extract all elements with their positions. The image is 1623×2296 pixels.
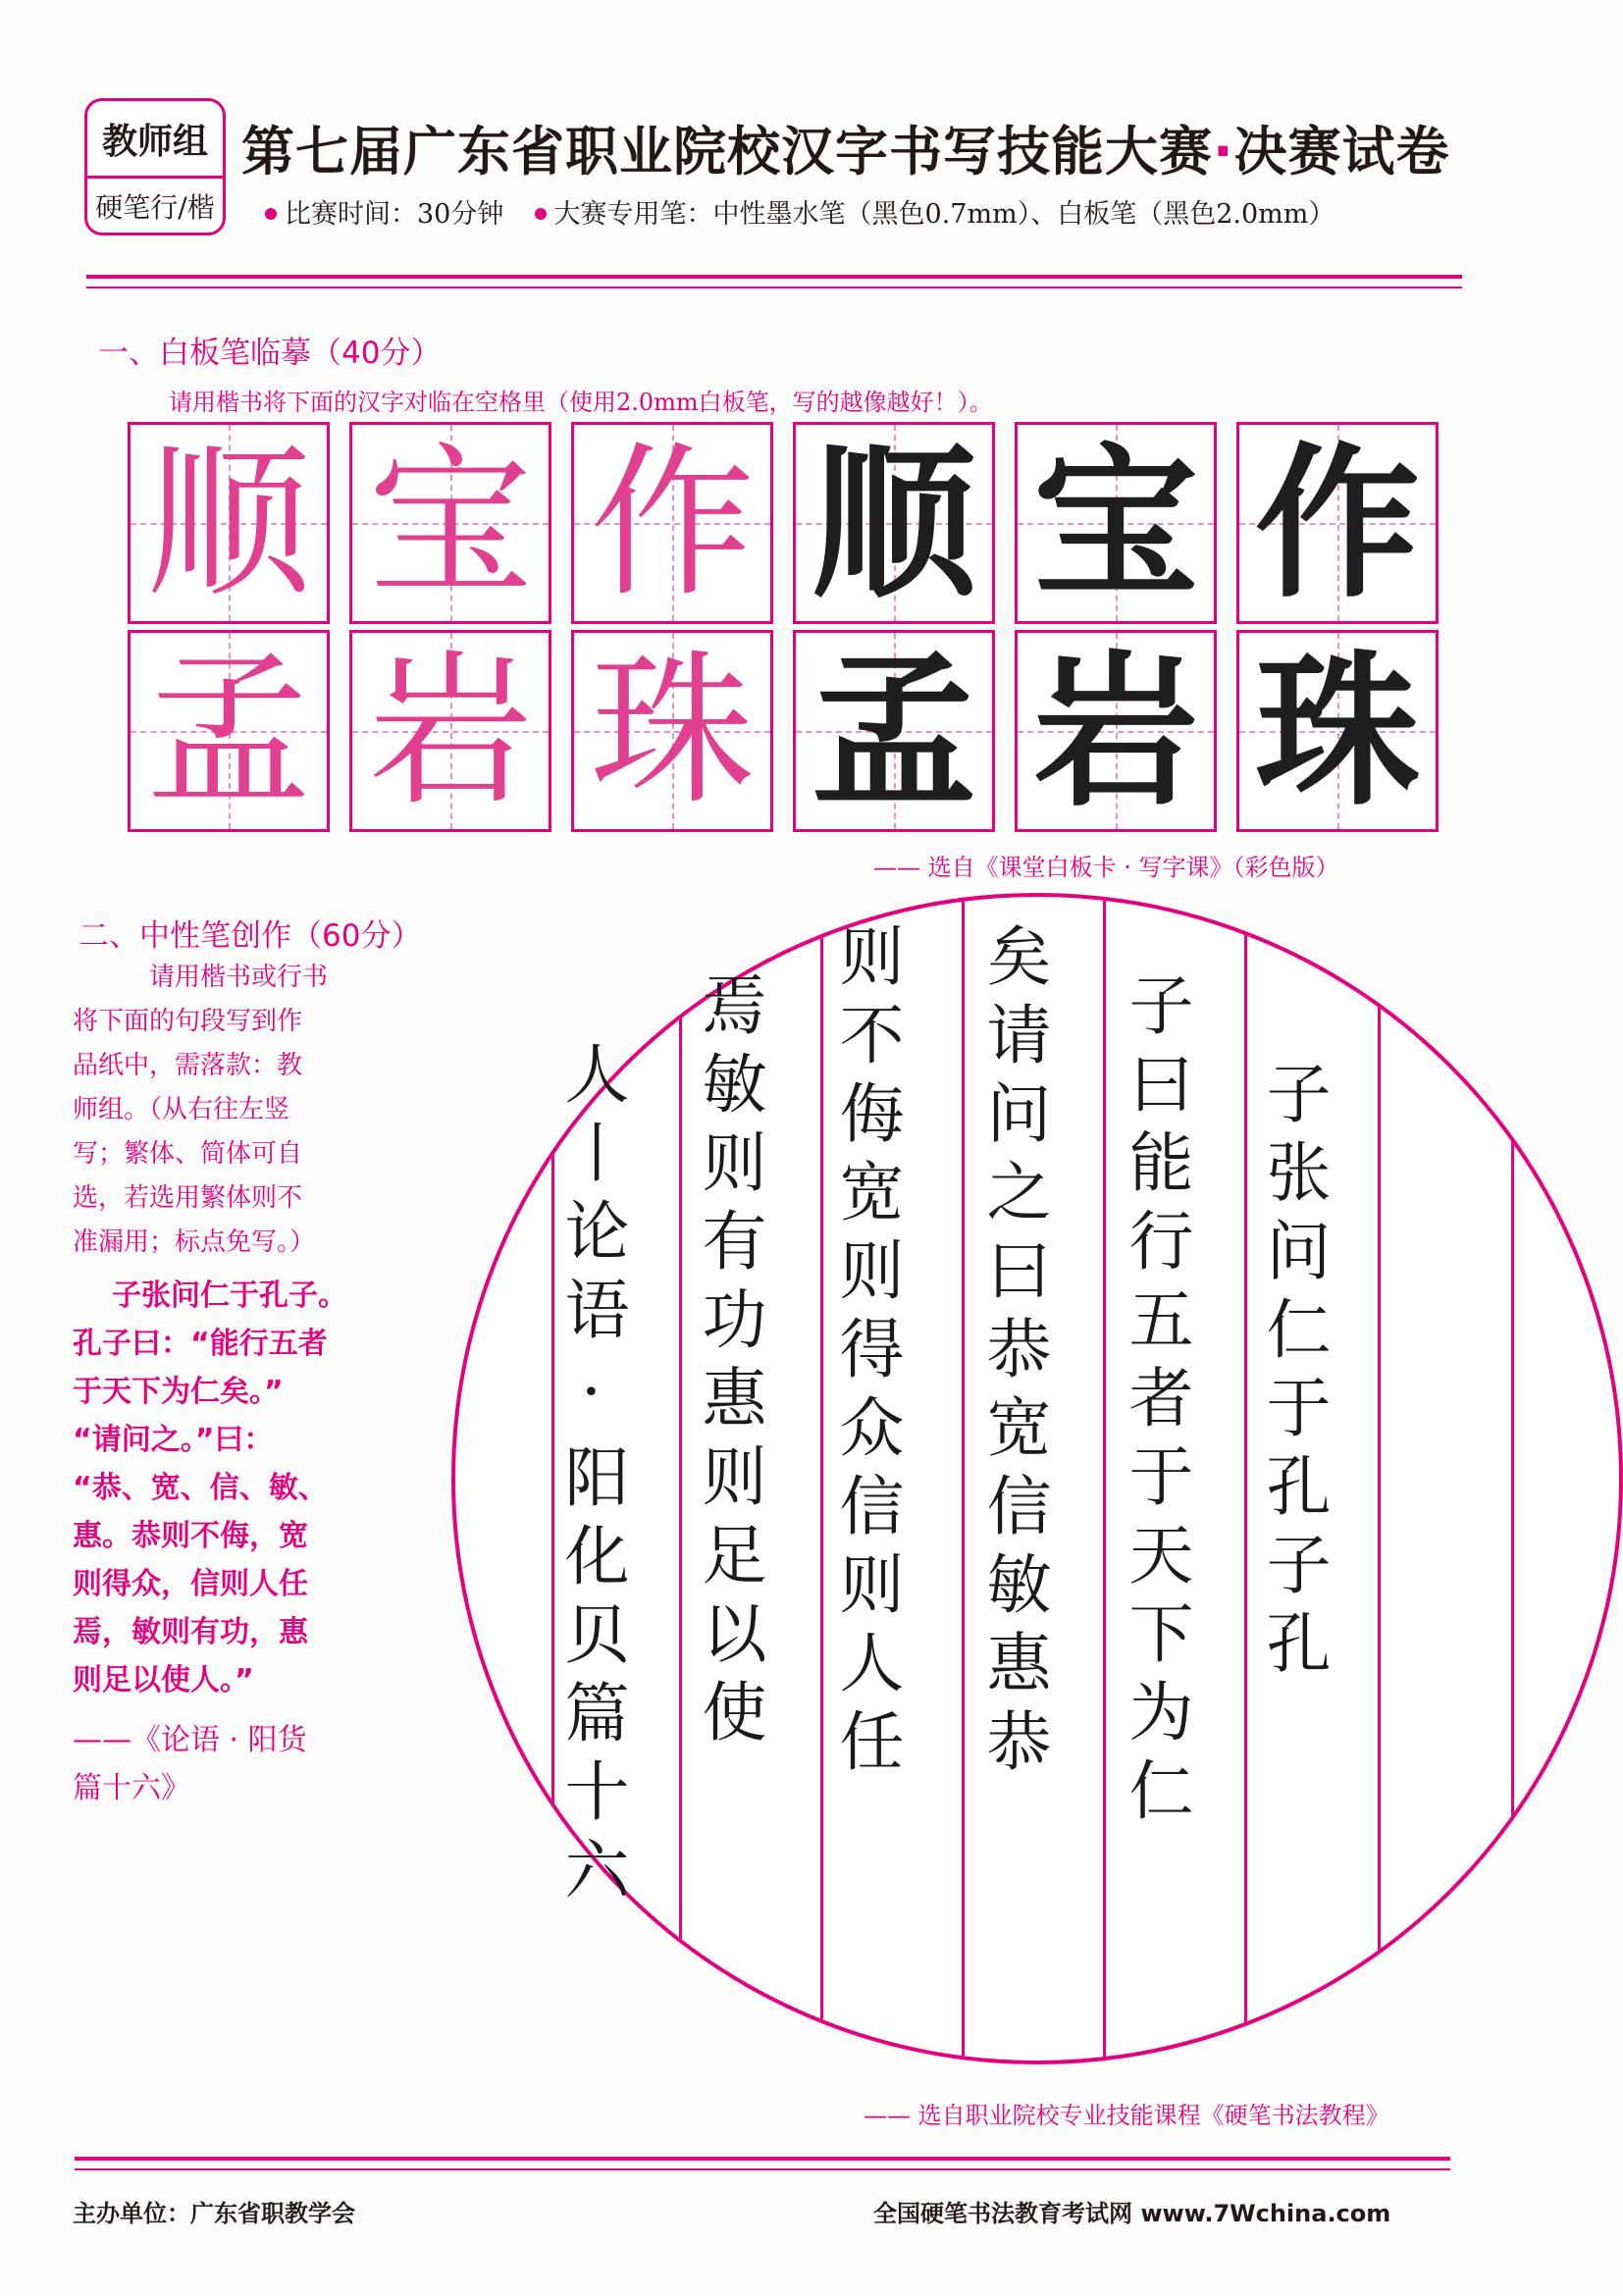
copy-cell[interactable] <box>793 422 995 624</box>
column-rule <box>1244 897 1247 2061</box>
organizer: 主办单位：广东省职教学会 <box>73 2200 355 2227</box>
copy-cell[interactable] <box>1236 422 1439 624</box>
page-title <box>241 110 1450 185</box>
copy-char: 宝 <box>1033 426 1198 620</box>
instruction-line: 请用楷书或行书 <box>149 963 329 992</box>
badge-category-label: 硬笔行/楷 <box>95 190 215 224</box>
model-char: 顺 <box>146 427 311 619</box>
model-char: 作 <box>590 427 755 619</box>
passage-line: 则足以使人。” <box>73 1663 254 1697</box>
copy-cell[interactable] <box>793 630 995 832</box>
footer-divider-thin <box>75 2168 1450 2170</box>
section2-instruction <box>73 956 357 1265</box>
instruction-line: 准漏用；标点免写。） <box>73 1227 316 1257</box>
column-rule <box>1103 897 1106 2061</box>
copy-cell[interactable] <box>1015 630 1217 832</box>
section1-source: —— 选自《课堂白板卡 · 写字课》（彩色版） <box>873 854 1339 881</box>
instruction-line: 写；繁体、简体可自 <box>73 1139 303 1169</box>
model-cell <box>128 630 330 832</box>
website: 全国硬笔书法教育考试网 www.7Wchina.com <box>873 2200 1391 2227</box>
column-rule <box>820 897 823 2061</box>
column-rule <box>679 897 682 2061</box>
footer-divider <box>75 2157 1450 2161</box>
model-cell <box>571 630 773 832</box>
model-char: 珠 <box>590 635 755 827</box>
copy-grid <box>128 422 1442 838</box>
copy-char: 孟 <box>812 634 976 828</box>
copy-cell[interactable] <box>1236 630 1439 832</box>
work-column: 子曰能行五者于天下为仁 <box>1118 971 1193 1835</box>
source-passage <box>73 1272 367 1812</box>
exam-info <box>265 192 1335 231</box>
instruction-line: 将下面的句段写到作 <box>73 1007 303 1036</box>
instruction-line: 品纸中，需落款：教 <box>73 1051 303 1080</box>
passage-line: 焉，敏则有功，惠 <box>73 1615 308 1649</box>
column-rule <box>1378 897 1381 2061</box>
title-suffix: 决赛试卷 <box>1233 121 1450 183</box>
badge-group-label: 教师组 <box>87 101 223 179</box>
work-column: 子张问仁于孔子孔 <box>1255 1060 1331 1688</box>
copy-char: 珠 <box>1255 634 1420 828</box>
work-column: 人丨论语·阳化贝篇十六 <box>553 1040 629 1914</box>
model-char: 岩 <box>368 635 533 827</box>
work-column: 矣请问之曰恭宽信敏惠恭 <box>975 922 1051 1786</box>
section2-source: —— 选自职业院校专业技能课程《硬笔书法教程》 <box>864 2102 1389 2129</box>
copy-char: 作 <box>1255 426 1420 620</box>
section2-heading: 二、中性笔创作（60分） <box>79 918 422 954</box>
copy-cell[interactable] <box>1015 422 1217 624</box>
copy-char: 岩 <box>1033 634 1198 828</box>
group-badge <box>84 98 226 235</box>
instruction-line: 选，若选用繁体则不 <box>73 1183 303 1213</box>
bullet-icon <box>535 208 547 220</box>
passage-line: 孔子曰：“能行五者 <box>73 1327 328 1361</box>
column-rule <box>962 897 965 2061</box>
passage-line: 子张问仁于孔子。 <box>112 1278 347 1313</box>
header-divider <box>86 275 1462 279</box>
model-cell <box>571 422 773 624</box>
instruction-line: 师组。（从右往左竖 <box>73 1095 290 1124</box>
title-separator: · <box>1213 121 1234 183</box>
column-rule <box>1511 897 1514 2061</box>
header-divider-thin <box>86 287 1462 288</box>
passage-line: 于天下为仁矣。” <box>73 1375 284 1409</box>
copy-char: 顺 <box>812 426 976 620</box>
passage-source-line: ——《论语 · 阳货 <box>73 1723 307 1757</box>
model-cell <box>128 422 330 624</box>
model-cell <box>349 422 551 624</box>
model-char: 宝 <box>368 427 533 619</box>
model-char: 孟 <box>146 635 311 827</box>
model-cell <box>349 630 551 832</box>
passage-source-line: 篇十六》 <box>73 1771 190 1805</box>
section1-heading: 一、白板笔临摹（40分） <box>98 336 442 371</box>
passage-line: 则得众，信则人任 <box>73 1567 308 1601</box>
bullet-icon <box>265 208 277 220</box>
exam-pens: 大赛专用笔：中性墨水笔（黑色0.7mm）、白板笔（黑色2.0mm） <box>553 199 1335 230</box>
passage-line: “恭、宽、信、敏、 <box>73 1471 328 1505</box>
exam-time: 比赛时间：30分钟 <box>285 199 504 230</box>
title-main: 第七届广东省职业院校汉字书写技能大赛 <box>241 121 1213 183</box>
passage-line: “请问之。”曰： <box>73 1423 274 1457</box>
passage-line: 惠。恭则不侮，宽 <box>73 1519 308 1553</box>
section1-instruction: 请用楷书将下面的汉字对临在空格里（使用2.0mm白板笔，写的越像越好！）。 <box>169 389 993 416</box>
work-column: 焉敏则有功惠则足以使 <box>691 971 766 1756</box>
work-column: 则不侮宽则得众信则人任 <box>828 922 904 1786</box>
